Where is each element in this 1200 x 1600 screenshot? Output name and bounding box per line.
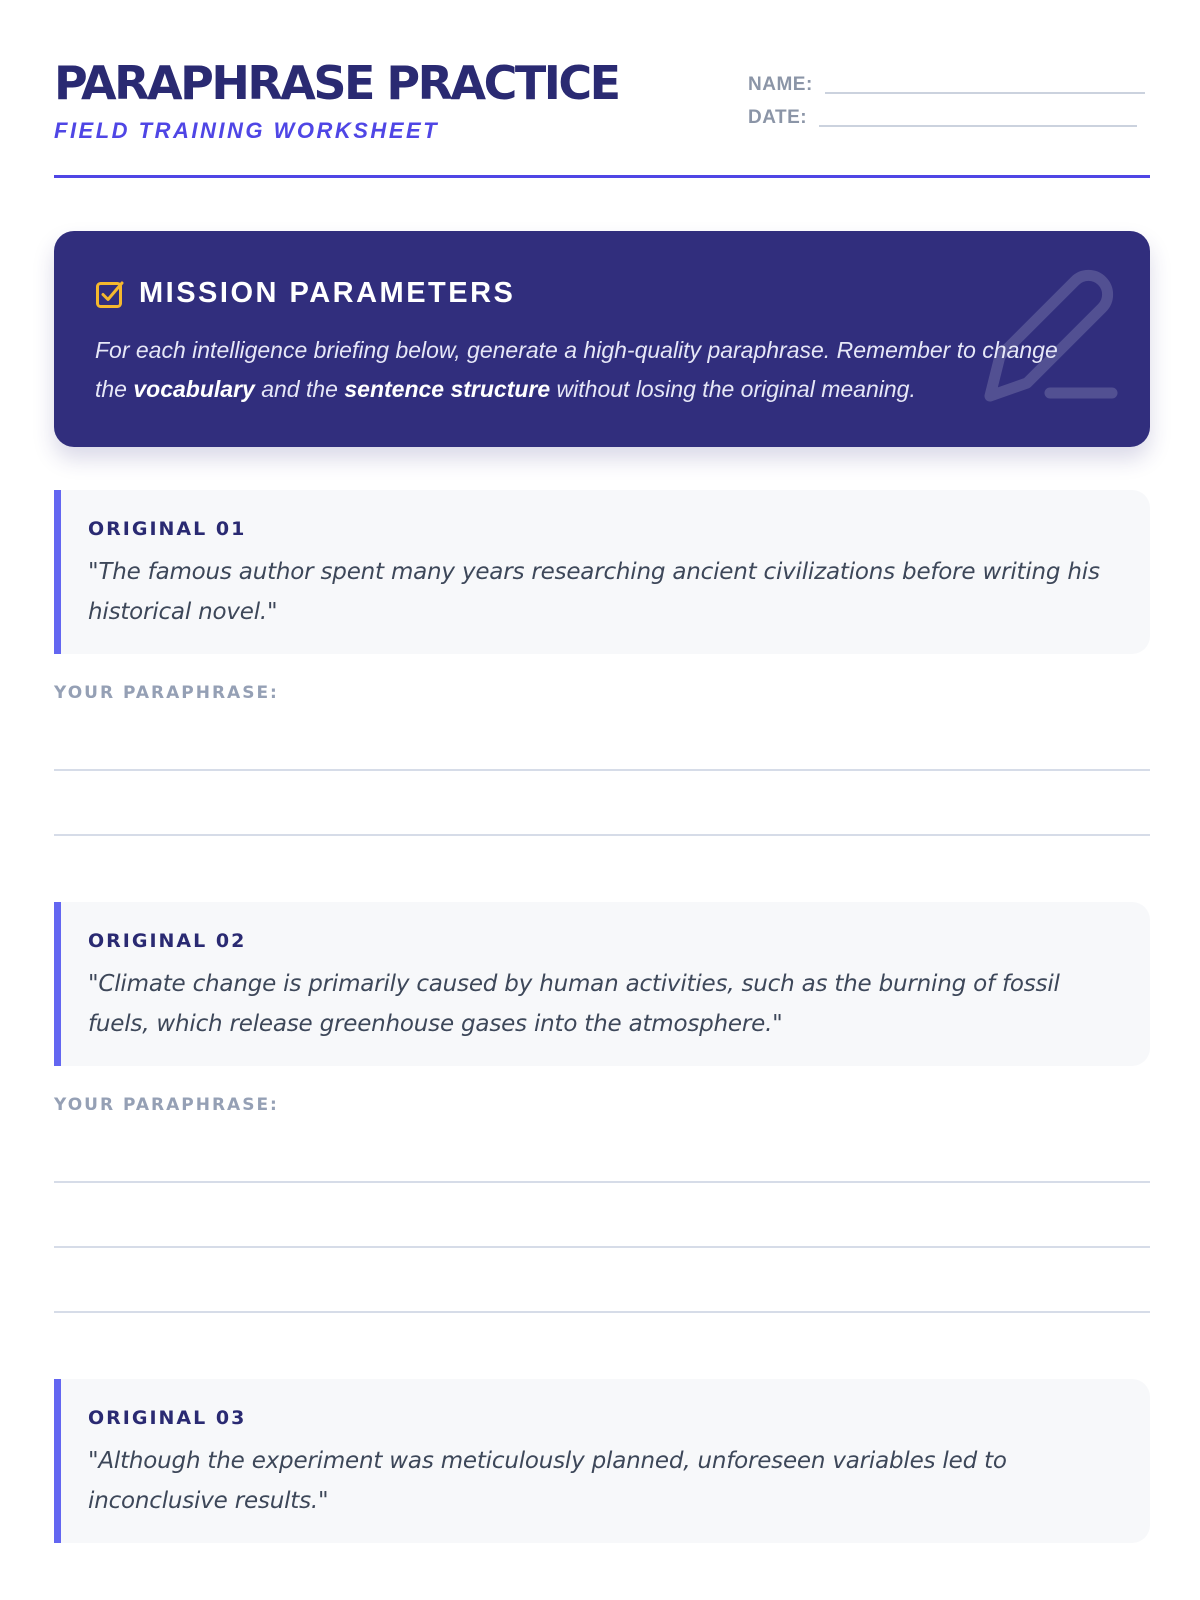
original-label: ORIGINAL 02 xyxy=(88,930,247,952)
original-quote: "Although the experiment was meticulously planned, unforeseen variables led to inconclusive results." xyxy=(88,1448,1007,1514)
original-card-03 xyxy=(54,1379,1150,1543)
answer-line[interactable] xyxy=(54,1311,1150,1313)
instruction-text: For each intelligence briefing below, generate a high-quality paraphrase. Remember to change the xyxy=(95,337,1058,402)
checkbox-icon xyxy=(95,279,125,309)
paraphrase-label: YOUR PARAPHRASE: xyxy=(54,1095,279,1115)
instruction-emphasis-structure: sentence structure xyxy=(344,376,551,402)
page-title: PARAPHRASE PRACTICE xyxy=(54,56,619,110)
date-field xyxy=(748,103,1137,129)
name-field xyxy=(748,70,1145,96)
mission-heading xyxy=(95,277,515,310)
mission-instructions xyxy=(95,331,1095,409)
answer-line[interactable] xyxy=(54,1181,1150,1183)
date-input-line[interactable] xyxy=(819,125,1137,127)
name-input-line[interactable] xyxy=(825,92,1145,94)
original-quote: "Climate change is primarily caused by human activities, such as the burning of fossil fuels, which release greenhouse gases into the atmosphere." xyxy=(88,971,1060,1037)
worksheet-header xyxy=(54,0,1150,178)
paraphrase-label: YOUR PARAPHRASE: xyxy=(54,683,279,703)
answer-line[interactable] xyxy=(54,1246,1150,1248)
original-label: ORIGINAL 01 xyxy=(88,518,247,540)
original-card-02 xyxy=(54,902,1150,1066)
worksheet-page xyxy=(54,0,1150,1514)
mission-banner xyxy=(54,231,1150,447)
instruction-text: and the xyxy=(254,376,345,402)
date-label: DATE: xyxy=(748,107,808,128)
original-card-01 xyxy=(54,490,1150,654)
answer-line[interactable] xyxy=(54,769,1150,771)
page-subtitle: FIELD TRAINING WORKSHEET xyxy=(54,118,440,143)
original-label: ORIGINAL 03 xyxy=(88,1407,247,1429)
answer-line[interactable] xyxy=(54,834,1150,836)
instruction-text: without losing the original meaning. xyxy=(550,376,916,402)
instruction-emphasis-vocabulary: vocabulary xyxy=(133,376,255,402)
original-quote: "The famous author spent many years researching ancient civilizations before writing his historical novel." xyxy=(88,559,1100,625)
name-label: NAME: xyxy=(748,74,813,95)
mission-title: MISSION PARAMETERS xyxy=(139,277,516,309)
